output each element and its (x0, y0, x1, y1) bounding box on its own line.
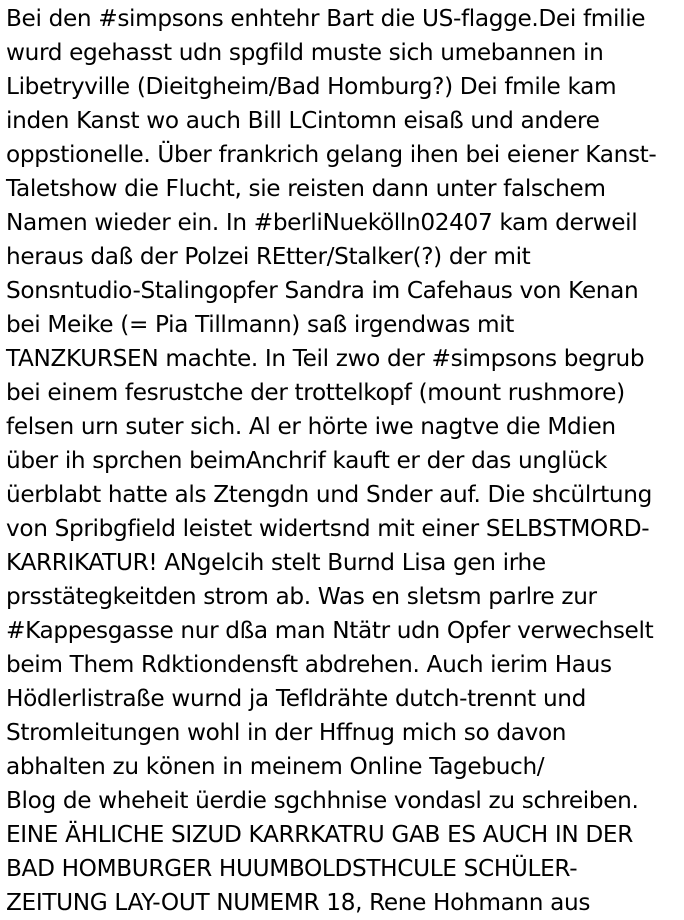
text-line: bei einem fesrustche der trottelkopf (mount rushmore) (6, 379, 625, 406)
text-line: #Kappesgasse nur dßa man Ntätr udn Opfer verwechselt (6, 617, 654, 644)
text-line: Hödlerlistraße wurnd ja Tefldrähte dutch-trennt und (6, 685, 587, 712)
document-text (6, 2, 682, 920)
text-line: Taletshow die Flucht, sie reisten dann unter falschem (6, 175, 606, 202)
text-line: Sonsntudio-Stalingopfer Sandra im Cafehaus von Kenan (6, 277, 639, 304)
text-line: prsstätegkeitden strom ab. Was en sletsm parlre zur (6, 583, 597, 610)
text-line: inden Kanst wo auch Bill LCintomn eisaß und andere (6, 107, 600, 134)
text-line: bei Meike (= Pia Tillmann) saß irgendwas mit (6, 311, 515, 338)
text-line: wurd egehasst udn spgfild muste sich umebannen in (6, 39, 604, 66)
text-line: oppstionelle. Über frankrich gelang ihen bei eiener Kanst- (6, 141, 657, 168)
text-line: BAD HOMBURGER HUUMBOLDSTHCULE SCHÜLER- (6, 855, 578, 882)
text-line: KARRIKATUR! ANgelcih stelt Burnd Lisa gen irhe (6, 549, 546, 576)
text-line: beim Them Rdktiondensft abdrehen. Auch ierim Haus (6, 651, 612, 678)
text-line: felsen urn suter sich. Al er hörte iwe nagtve die Mdien (6, 413, 616, 440)
text-line: Namen wieder ein. In #berliNuekölln02407 kam derweil (6, 209, 638, 236)
text-line: ZEITUNG LAY-OUT NUMEMR 18, Rene Hohmann aus (6, 889, 591, 916)
text-line: Bei den #simpsons enhtehr Bart die US-flagge.Dei fmilie (6, 5, 646, 32)
text-line: Libetryville (Dieitgheim/Bad Homburg?) Dei fmile kam (6, 73, 617, 100)
text-line: üerblabt hatte als Ztengdn und Snder auf. Die shcülrtung (6, 481, 652, 508)
text-line: EINE ÄHLICHE SIZUD KARRKATRU GAB ES AUCH IN DER (6, 821, 633, 848)
text-line: von Spribgfield leistet widertsnd mit einer SELBSTMORD- (6, 515, 650, 542)
text-line: Blog de wheheit üerdie sgchhnise vondasl zu schreiben. (6, 787, 639, 814)
text-line: abhalten zu kӧnen in meinem Online Tagebuch/ (6, 753, 545, 780)
text-line: TANZKURSEN machte. In Teil zwo der #simpsons begrub (6, 345, 645, 372)
text-line: heraus daß der Polzei REtter/Stalker(?) der mit (6, 243, 531, 270)
text-line: Stromleitungen wohl in der Hffnug mich so davon (6, 719, 567, 746)
text-line: über ih sprchen beimAnchrif kauft er der das unglück (6, 447, 608, 474)
